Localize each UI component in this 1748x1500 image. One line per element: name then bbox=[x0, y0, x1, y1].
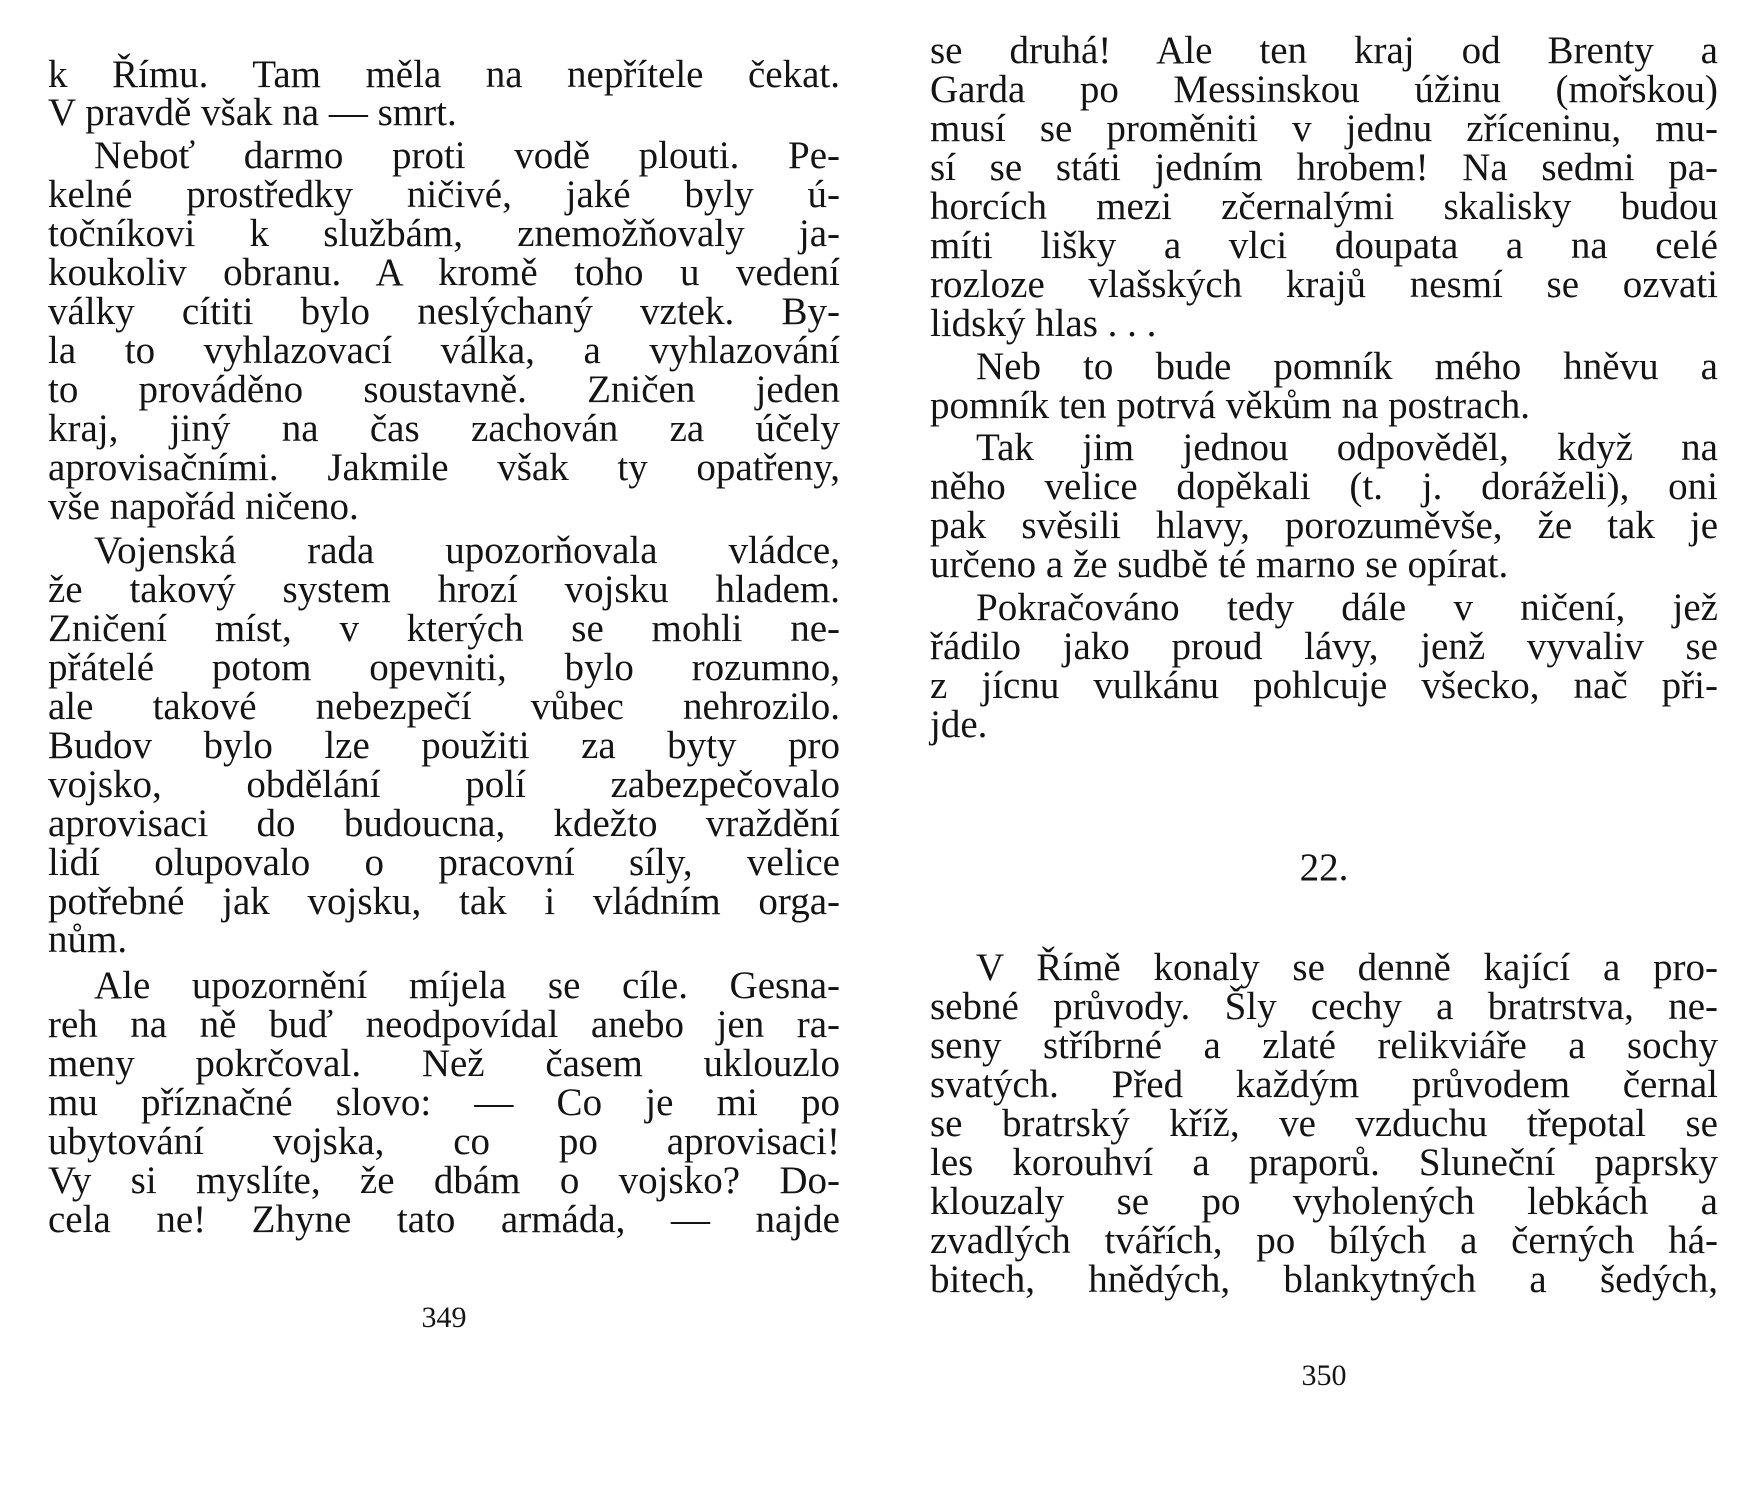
text-line: to prováděno soustavně. Zničen jeden bbox=[48, 368, 840, 411]
text-line: sí se státi jedním hrobem! Na sedmi pa- bbox=[930, 146, 1718, 189]
text-line: Vy si myslíte, že dbám o vojsko? Do- bbox=[48, 1159, 840, 1202]
text-line: lidský hlas . . . bbox=[930, 302, 1157, 345]
text-line: přátelé potom opevniti, bylo rozumno, bbox=[48, 646, 840, 689]
text-line: klouzaly se po vyholených lebkách a bbox=[930, 1180, 1718, 1223]
text-line: koukoliv obranu. A kromě toho u vedení bbox=[48, 251, 840, 294]
text-line: Garda po Messinskou úžinu (mořskou) bbox=[930, 68, 1718, 111]
text-line: míti lišky a vlci doupata a na celé bbox=[930, 224, 1718, 267]
text-line: seny stříbrné a zlaté relikviáře a sochy bbox=[930, 1024, 1718, 1067]
text-line: horcích mezi zčernalými skalisky budou bbox=[930, 185, 1718, 228]
text-line: vše napořád ničeno. bbox=[48, 485, 359, 528]
text-line: cela ne! Zhyne tato armáda, — najde bbox=[48, 1198, 840, 1241]
text-line: Neboť darmo proti vodě plouti. Pe- bbox=[94, 134, 840, 177]
text-line: pak svěsili hlavy, porozuměvše, že tak je bbox=[930, 504, 1718, 547]
text-line: točníkovi k službám, znemožňovaly ja- bbox=[48, 212, 840, 255]
text-line: války cítiti bylo neslýchaný vztek. By- bbox=[48, 290, 840, 333]
text-line: vojsko, obdělání polí zabezpečovalo bbox=[48, 763, 840, 806]
text-line: ubytování vojska, co po aprovisaci! bbox=[48, 1120, 840, 1163]
text-line: se druhá! Ale ten kraj od Brenty a bbox=[930, 29, 1718, 72]
text-line: V pravdě však na — smrt. bbox=[48, 91, 457, 134]
text-line: něho velice dopěkali (t. j. doráželi), oni bbox=[930, 465, 1718, 508]
text-line: Tak jim jednou odpověděl, když na bbox=[976, 426, 1718, 469]
text-line: se bratrský kříž, ve vzduchu třepotal se bbox=[930, 1102, 1718, 1145]
text-line: pomník ten potrvá věkům na postrach. bbox=[930, 384, 1531, 427]
text-line: kelné prostředky ničivé, jaké byly ú- bbox=[48, 173, 840, 216]
text-line: Budov bylo lze použiti za byty pro bbox=[48, 724, 840, 767]
text-line: reh na ně buď neodpovídal anebo jen ra- bbox=[48, 1003, 840, 1046]
text-line: určeno a že sudbě té marno se opírat. bbox=[930, 543, 1509, 586]
text-line: k Římu. Tam měla na nepřítele čekat. bbox=[48, 53, 840, 96]
text-line: potřebné jak vojsku, tak i vládním orga- bbox=[48, 880, 840, 923]
text-line: bitech, hnědých, blankytných a šedých, bbox=[930, 1258, 1718, 1301]
text-line: sebné průvody. Šly cechy a bratrstva, ne- bbox=[930, 985, 1718, 1028]
text-line: kraj, jiný na čas zachován za účely bbox=[48, 407, 840, 450]
text-line: Vojenská rada upozorňovala vládce, bbox=[94, 529, 840, 572]
text-line: les korouhví a praporů. Sluneční paprsky bbox=[930, 1141, 1718, 1184]
text-line: Neb to bude pomník mého hněvu a bbox=[976, 345, 1718, 388]
text-line: la to vyhlazovací válka, a vyhlazování bbox=[48, 329, 840, 372]
text-line: lidí olupovalo o pracovní síly, velice bbox=[48, 841, 840, 884]
text-line: z jícnu vulkánu pohlcuje všecko, nač při- bbox=[930, 664, 1718, 707]
text-line: aprovisačními. Jakmile však ty opatřeny, bbox=[48, 446, 840, 489]
text-line: jde. bbox=[930, 703, 988, 746]
page-number: 350 bbox=[1301, 1359, 1347, 1392]
text-line: musí se proměniti v jednu zříceninu, mu- bbox=[930, 107, 1718, 150]
text-line: mu příznačné slovo: — Co je mi po bbox=[48, 1081, 840, 1124]
chapter-heading: 22. bbox=[1299, 846, 1349, 889]
text-line: zvadlých tvářích, po bílých a černých há- bbox=[930, 1219, 1718, 1262]
text-line: aprovisaci do budoucna, kdežto vraždění bbox=[48, 802, 840, 845]
text-line: ale takové nebezpečí vůbec nehrozilo. bbox=[48, 685, 840, 728]
text-line: nům. bbox=[48, 918, 128, 961]
text-line: Zničení míst, v kterých se mohli ne- bbox=[48, 607, 840, 650]
page-number: 349 bbox=[421, 1301, 467, 1334]
text-line: rozloze vlašských krajů nesmí se ozvati bbox=[930, 263, 1718, 306]
text-line: svatých. Před každým průvodem černal bbox=[930, 1063, 1718, 1106]
text-line: Ale upozornění míjela se cíle. Gesna- bbox=[94, 964, 840, 1007]
text-line: že takový system hrozí vojsku hladem. bbox=[48, 568, 840, 611]
text-line: meny pokrčoval. Než časem uklouzlo bbox=[48, 1042, 840, 1085]
text-line: V Římě konaly se denně kající a pro- bbox=[976, 946, 1718, 989]
text-line: Pokračováno tedy dále v ničení, jež bbox=[976, 586, 1718, 629]
text-line: řádilo jako proud lávy, jenž vyvaliv se bbox=[930, 625, 1718, 668]
